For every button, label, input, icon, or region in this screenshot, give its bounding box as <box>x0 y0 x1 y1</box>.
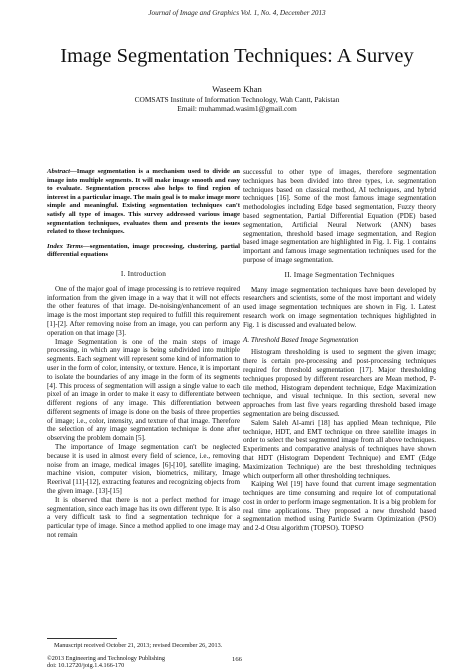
index-terms-label: Index Terms <box>47 242 84 250</box>
author-affiliation: COMSATS Institute of Information Technology, Wah Cantt, Pakistan <box>134 95 340 104</box>
body-paragraph: Salem Saleh Al-amri [18] has applied Mean technique, Pile technique, HDT, and EMT technique on three satellite images in order to select the best segmented image from all above techniques. Experiments and comparative analysis of techniques have shown that HDT (Histogram Dependent Technique) and EMT (Edge Maximization Technique) are the best thresholding techniques which outperform all other thresholding techniques. <box>243 418 436 480</box>
body-paragraph: Image Segmentation is one of the main steps of image processing, in which any image is being subdivided into multiple segments. Each segment will represent some kind of information to user in the form of color, intensity, or texture. Hence, it is important to isolate the boundaries of any image in the form of its segments [4]. This process of segmentation will assign a single value to each pixel of an image in order to make it easy to differentiate between different regions of any image. This differentiation between different segments of image is done on the basis of three properties of image; i.e., color, intensity, and texture of that image. Therefore the selection of any image segmentation technique is done after observing the problem domain [5]. <box>47 337 240 443</box>
section-heading-introduction: I. Introduction <box>120 268 167 278</box>
subsection-heading-threshold: A. Threshold Based Image Segmentation <box>243 335 359 344</box>
body-paragraph: successful to other type of images, therefore segmentation techniques has been divided into three types, i.e. segmentation techniques based on classical method, AI techniques, and hybrid techniques [16]. Some of the most famous image segmentation methodologies including Edge based segmentation, Fuzzy theory based segmentation, Partial Differential Equation (PDE) based segmentation, Artificial Neural Network (ANN) bases segmentation, threshold based image segmentation, and Region based image segmentation are highlighted in Fig. 1. Fig. 1 contains important and famous image segmentation techniques used for the purpose of image segmentation. <box>243 168 436 264</box>
abstract-label: Abstract <box>47 168 71 175</box>
section-heading-techniques: II. Image Segmentation Techniques <box>284 269 395 279</box>
body-paragraph: Many image segmentation techniques have been developed by researchers and scientists, some of the most important and widely used image segmentation techniques are shown in Fig. 1. Latest research work on image segmentation techniques highlighted in Fig. 1 is discussed and evaluated below. <box>243 285 436 329</box>
author-name: Waseem Khan <box>212 84 262 94</box>
abstract-text: Image segmentation is a mechanism used to divide an image into multiple segments. It will make image smooth and easy to evaluate. Segmentation process also helps to find region of interest in a particular image. The main goal is to make image more simple and meaningful. Existing segmentation techniques can't satisfy all type of images. This survey addressed various image segmentation techniques, evaluates them and presents the issues related to those techniques. <box>47 168 240 236</box>
body-paragraph: It is observed that there is not a perfect method for image segmentation, since each image has its own different type. It is also a very difficult task to find a segmentation technique for a particular type of image. Since a method applied to one image may not remain <box>47 495 240 540</box>
paper-title: Image Segmentation Techniques: A Survey <box>60 45 414 67</box>
journal-header: Journal of Image and Graphics Vol. 1, No. 4, December 2013 <box>148 9 326 17</box>
body-paragraph: The importance of Image segmentation can't be neglected because it is used in almost every field of science, i.e., removing noise from an image, medical images [6]-[10], satellite imaging, machine vision, computer vision, biometrics, military, Image Reerival [11]-[12], extracting features and recognizing objects from the given image. [13]-[15] <box>47 443 240 496</box>
doi-text: doi: 10.12720/joig.1.4.166-170 <box>47 662 125 670</box>
right-column <box>243 168 436 533</box>
index-terms-dash: — <box>83 242 90 250</box>
index-terms <box>47 243 240 260</box>
body-paragraph: Histogram thresholding is used to segment the given image; there is certain pre-processing and post-processing techniques required for threshold segmentation [17]. Major thresholding techniques proposed by different researchers are Mean method, P-tile method, Histogram dependent technique, Edge Maximization technique, and visual technique. In this section, several new approaches from last five years regarding threshold based image segmentation are being discussed. <box>243 348 436 418</box>
author-email: Email: muhammad.wasim1@gmail.com <box>177 104 297 113</box>
copyright-text: ©2013 Engineering and Technology Publishing <box>47 655 165 662</box>
body-paragraph: Kaiping Wel [19] have found that current image segmentation techniques are time consuming and require lot of computational cost in order to perform image segmentation. It is a big problem for real time applications. They proposed a new threshold based segmentation method using Particle Swarm Optimization (PSO) and 2-d Otsu algorithm (TOPSO). TOPSO <box>243 480 436 533</box>
abstract-dash: — <box>70 168 77 175</box>
body-paragraph: One of the major goal of image processing is to retrieve required information from the given image in a way that it will not effects the other features of that image. De-noising/enhancement of an image is the most important step required to fulfill this requirement [1]-[2]. After removing noise from an image, you can perform any operation on that image [3]. <box>47 284 240 337</box>
left-column <box>47 168 240 540</box>
manuscript-footnote: Manuscript received October 21, 2013; revised December 26, 2013. <box>54 642 223 649</box>
footnote-divider <box>47 638 117 639</box>
index-terms-text: segmentation, image processing, clustering, partial differential equations <box>47 242 241 259</box>
page-number: 166 <box>232 656 242 663</box>
abstract <box>47 168 240 237</box>
